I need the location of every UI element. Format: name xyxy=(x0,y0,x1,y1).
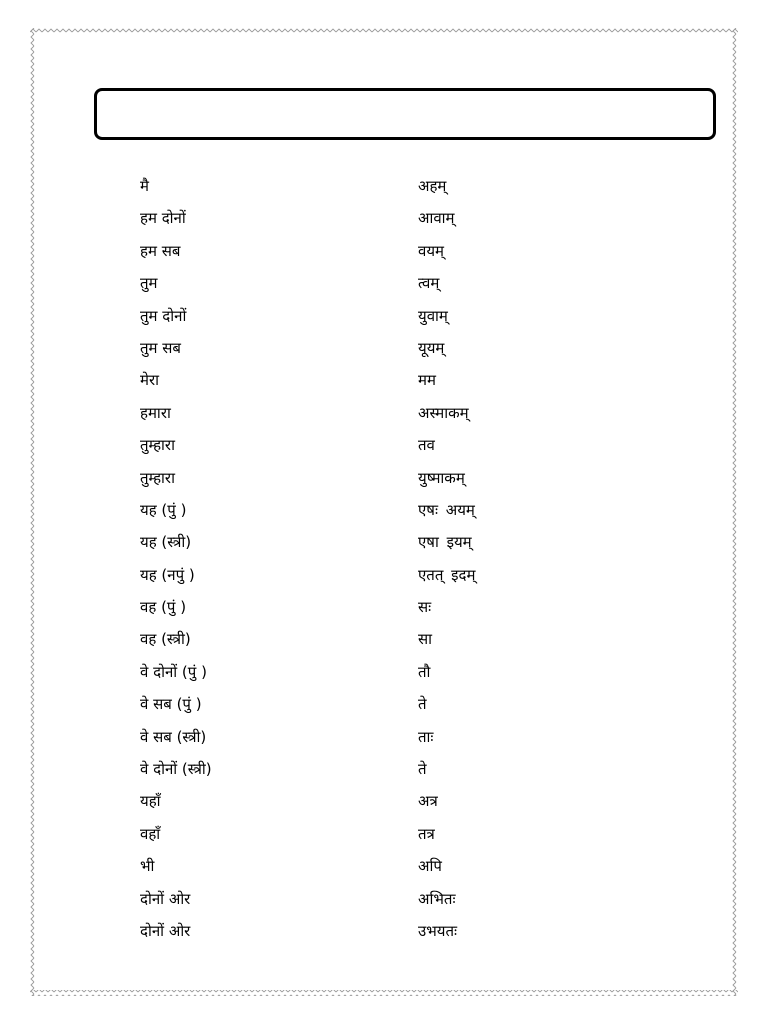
vocabulary-row xyxy=(0,818,768,850)
vocabulary-row xyxy=(0,202,768,234)
sanskrit-word: ते xyxy=(418,760,427,779)
hindi-word: वे दोनों (स्त्री) xyxy=(140,760,212,779)
vocabulary-row xyxy=(0,591,768,623)
sanskrit-word: युष्माकम् xyxy=(418,468,465,487)
sanskrit-word: ते xyxy=(418,695,427,714)
hindi-word: तुम्हारा xyxy=(140,436,175,455)
sanskrit-word: अपि xyxy=(418,857,442,876)
hindi-word: हम सब xyxy=(140,241,181,260)
hindi-word: वहाँ xyxy=(140,824,161,843)
vocabulary-row xyxy=(0,397,768,429)
hindi-word: तुम सब xyxy=(140,338,181,357)
vocabulary-row xyxy=(0,623,768,655)
hindi-word: वे सब (पुं ) xyxy=(140,695,202,714)
sanskrit-word: अत्र xyxy=(418,792,438,811)
sanskrit-word: आवाम् xyxy=(418,209,455,228)
vocabulary-row xyxy=(0,235,768,267)
hindi-word: मेरा xyxy=(140,371,159,390)
vocabulary-list xyxy=(0,170,768,947)
vocabulary-row xyxy=(0,850,768,882)
hindi-word: तुम दोनों xyxy=(140,306,187,325)
vocabulary-row xyxy=(0,300,768,332)
vocabulary-row xyxy=(0,688,768,720)
sanskrit-word: त्वम् xyxy=(418,274,440,293)
sanskrit-word: सः xyxy=(418,598,432,617)
sanskrit-word: उभयतः xyxy=(418,921,458,940)
vocabulary-row xyxy=(0,915,768,947)
vocabulary-row xyxy=(0,526,768,558)
hindi-word: भी xyxy=(140,857,155,876)
hindi-word: हम दोनों xyxy=(140,209,186,228)
sanskrit-word: यूयम् xyxy=(418,338,445,357)
vocabulary-row xyxy=(0,364,768,396)
sanskrit-word: अहम् xyxy=(418,177,447,195)
sanskrit-word: सा xyxy=(418,630,433,649)
hindi-word: यहाँ xyxy=(140,792,161,811)
hindi-word: दोनों ओर xyxy=(140,889,191,908)
vocabulary-row xyxy=(0,332,768,364)
sanskrit-word: तव xyxy=(418,436,435,455)
vocabulary-row xyxy=(0,462,768,494)
sanskrit-word: अस्माकम् xyxy=(418,403,469,422)
vocabulary-row xyxy=(0,656,768,688)
vocabulary-row xyxy=(0,267,768,299)
hindi-word: मै xyxy=(140,177,149,195)
sanskrit-word: तत्र xyxy=(418,824,435,843)
vocabulary-row xyxy=(0,883,768,915)
sanskrit-word: वयम् xyxy=(418,241,445,260)
vocabulary-row xyxy=(0,753,768,785)
vocabulary-row xyxy=(0,721,768,753)
sanskrit-word: एषः अयम् xyxy=(418,500,475,519)
vocabulary-row xyxy=(0,170,768,202)
sanskrit-word: मम xyxy=(418,371,436,390)
hindi-word: यह (स्त्री) xyxy=(140,533,192,552)
title-box xyxy=(94,88,716,140)
hindi-word: वे दोनों (पुं ) xyxy=(140,662,207,681)
vocabulary-row xyxy=(0,559,768,591)
hindi-word: वह (स्त्री) xyxy=(140,630,191,649)
hindi-word: तुम्हारा xyxy=(140,468,175,487)
vocabulary-row xyxy=(0,429,768,461)
vocabulary-row xyxy=(0,494,768,526)
vocabulary-row xyxy=(0,785,768,817)
hindi-word: वे सब (स्त्री) xyxy=(140,727,207,746)
sanskrit-word: एतत् इदम् xyxy=(418,565,476,584)
hindi-word: यह (पुं ) xyxy=(140,500,187,519)
hindi-word: तुम xyxy=(140,274,158,293)
sanskrit-word: तौ xyxy=(418,662,431,681)
hindi-word: वह (पुं ) xyxy=(140,598,187,617)
hindi-word: हमारा xyxy=(140,403,171,422)
sanskrit-word: अभितः xyxy=(418,889,456,908)
sanskrit-word: ताः xyxy=(418,727,434,746)
hindi-word: यह (नपुं ) xyxy=(140,565,195,584)
sanskrit-word: एषा इयम् xyxy=(418,533,472,552)
hindi-word: दोनों ओर xyxy=(140,921,191,940)
sanskrit-word: युवाम् xyxy=(418,306,448,325)
